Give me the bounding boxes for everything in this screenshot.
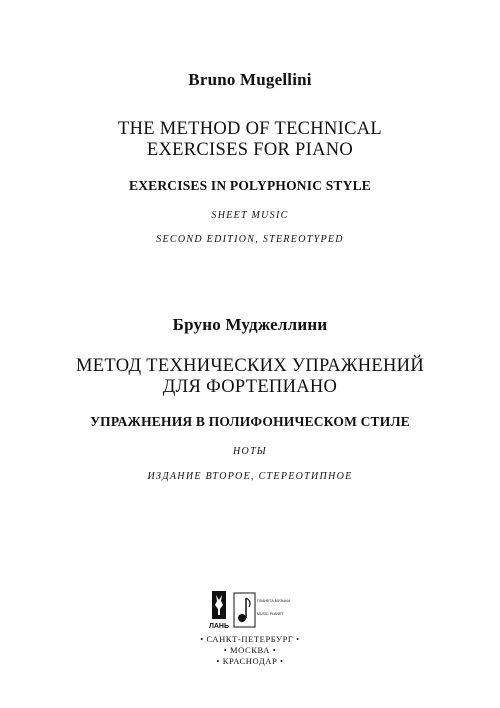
logo-music-planet-text: MUSIC PLANET	[257, 612, 284, 616]
title-russian-line1: МЕТОД ТЕХНИЧЕСКИХ УПРАЖНЕНИЙ	[76, 356, 424, 376]
publisher-logo	[208, 591, 291, 631]
edition-english: SECOND EDITION, STEREOTYPED	[156, 234, 344, 245]
publisher-city-1: • САНКТ-ПЕТЕРБУРГ •	[200, 634, 300, 644]
publication-type-russian: НОТЫ	[233, 446, 267, 457]
author-english: Bruno Mugellini	[188, 70, 312, 89]
title-english-line2: EXERCISES FOR PIANO	[146, 140, 354, 160]
logo-planet-text: ПЛАНЕТА МУЗЫКИ	[257, 599, 291, 603]
lan-doe-icon	[208, 591, 291, 631]
svg-text:ПЛАНЕТА МУЗЫКИ	[257, 599, 290, 603]
music-note-icon	[238, 614, 246, 622]
title-russian-line2: ДЛЯ ФОРТЕПИАНО	[162, 377, 338, 397]
publisher-city-3: • КРАСНОДАР •	[216, 656, 284, 666]
author-russian: Бруно Муджеллини	[172, 315, 328, 334]
title-english-line1: THE METHOD OF TECHNICAL	[117, 119, 382, 139]
publisher-city-2: • МОСКВА •	[223, 645, 277, 655]
subtitle-russian: УПРАЖНЕНИЯ В ПОЛИФОНИЧЕСКОМ СТИЛЕ	[90, 414, 410, 429]
logo-lan-text: ЛАНЬ	[208, 623, 230, 630]
subtitle-english: EXERCISES IN POLYPHONIC STYLE	[129, 178, 371, 193]
svg-text:MUSIC PLANET	[257, 612, 284, 616]
edition-russian: ИЗДАНИЕ ВТОРОЕ, СТЕРЕОТИПНОЕ	[147, 471, 353, 482]
publication-type-english: SHEET MUSIC	[211, 210, 289, 221]
